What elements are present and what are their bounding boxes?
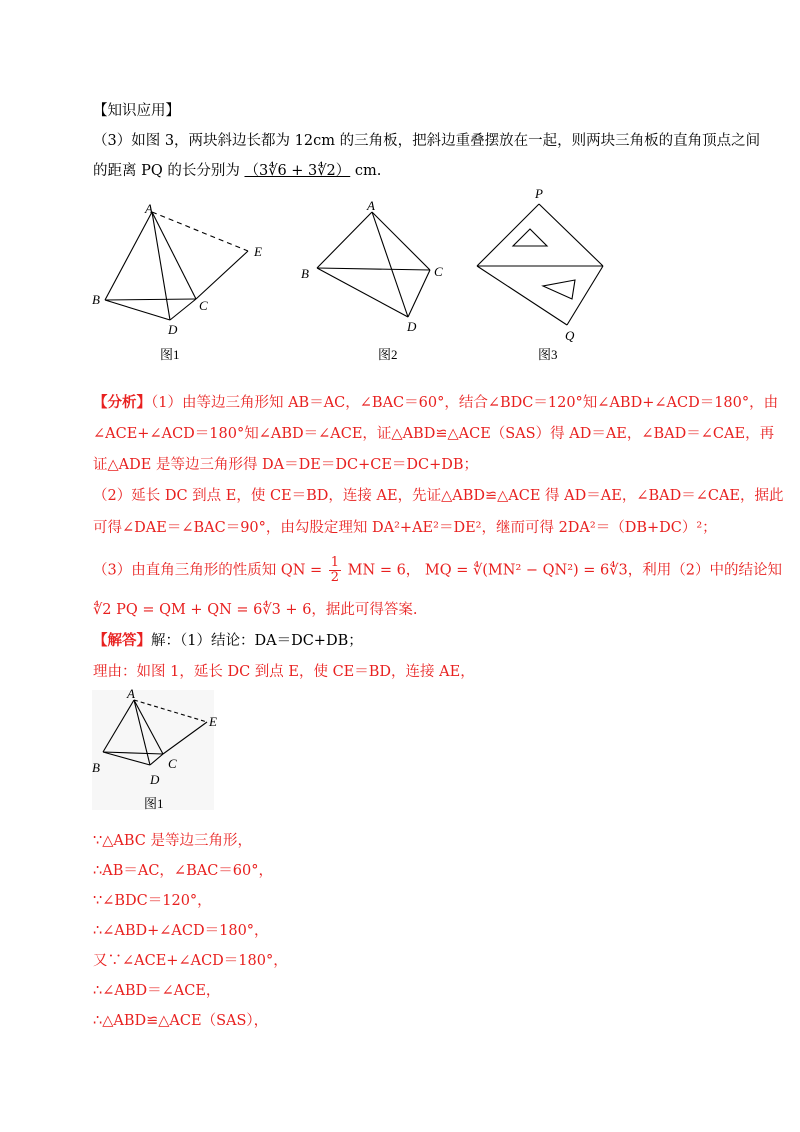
question-line-2-prefix: 的距离 PQ 的长分别为 — [93, 163, 245, 179]
solution-step-5: 又∵∠ACE+∠ACD＝180°， — [93, 953, 288, 969]
solution-step-4: ∴∠ABD+∠ACD＝180°， — [93, 923, 269, 939]
figure-1 — [88, 198, 278, 338]
solution-step-6: ∴∠ABD＝∠ACE， — [93, 983, 221, 999]
analysis-p3-line1 — [93, 556, 782, 585]
solution-step-2: ∴AB＝AC，∠BAC＝60°， — [93, 863, 273, 879]
analysis-text: （1）由等边三角形知 AB＝AC，∠BAC＝60°，结合∠BDC＝120°知∠ABD+∠ACD＝180°，由 — [151, 395, 779, 411]
label-b-2: B — [301, 266, 309, 281]
label-c-2: C — [434, 264, 443, 279]
section-heading: 【知识应用】 — [93, 103, 180, 119]
label-b-3: B — [92, 760, 100, 775]
analysis-p1-line1 — [93, 393, 778, 413]
fraction-one-half — [329, 556, 341, 585]
figure-3 — [468, 184, 613, 344]
figure-2-caption: 图2 — [378, 347, 398, 362]
label-d: D — [168, 322, 178, 337]
label-a-3: A — [127, 686, 135, 701]
question-line-2-suffix: cm. — [354, 163, 382, 179]
analysis-p3-mid: MN = 6， MQ = ∜(MN² − QN²) = 6∜3，利用（2）中的结论知 — [347, 562, 782, 579]
label-e-3: E — [209, 714, 217, 729]
fraction-denominator: 2 — [330, 570, 340, 585]
label-e: E — [254, 244, 262, 259]
analysis-p3-prefix: （3）由直角三角形的性质知 QN = — [93, 562, 323, 579]
label-q: Q — [565, 328, 575, 343]
analysis-p1-line2: ∠ACE+∠ACD＝180°知∠ABD＝∠ACE，证△ABD≌△ACE（SAS）得 AD＝AE，∠BAD＝∠CAE，再 — [93, 426, 775, 442]
figure-1-lower-caption: 图1 — [144, 796, 164, 811]
solution-line1 — [93, 631, 363, 651]
analysis-p3-line2: ∜2 PQ = QM + QN = 6∜3 + 6，据此可得答案. — [93, 602, 418, 618]
fraction-numerator: 1 — [330, 555, 340, 570]
label-p: P — [535, 186, 543, 201]
solution-line2: 理由：如图 1，延长 DC 到点 E，使 CE＝BD，连接 AE， — [93, 664, 475, 680]
figure-1-caption: 图1 — [160, 347, 180, 362]
label-d-2: D — [407, 319, 417, 334]
label-a-2: A — [367, 198, 375, 213]
figure-2 — [295, 196, 455, 336]
solution-step-3: ∵∠BDC＝120°， — [93, 893, 212, 909]
figure-3-caption: 图3 — [538, 347, 558, 362]
label-d-3: D — [150, 772, 160, 786]
figure-1-lower — [92, 686, 222, 786]
label-b: B — [92, 292, 100, 307]
solution-text: 解：（1）结论：DA＝DC+DB； — [151, 633, 363, 649]
label-c-3: C — [168, 756, 177, 771]
analysis-p2-line2: 可得∠DAE＝∠BAC＝90°，由勾股定理知 DA²+AE²＝DE²，继而可得 2DA²＝（DB+DC）²； — [93, 520, 717, 536]
label-c: C — [199, 298, 208, 313]
question-line-2 — [93, 161, 381, 181]
label-a: A — [145, 201, 153, 216]
analysis-tag: 【分析】 — [93, 394, 151, 411]
question-line-1: （3）如图 3，两块斜边长都为 12cm 的三角板，把斜边重叠摆放在一起，则两块三角板的直角顶点之间 — [93, 133, 761, 149]
analysis-p1-line3: 证△ADE 是等边三角形得 DA＝DE＝DC+CE＝DC+DB； — [93, 457, 479, 473]
analysis-p2-line1: （2）延长 DC 到点 E，使 CE＝BD，连接 AE，先证△ABD≌△ACE 得 AD＝AE，∠BAD＝∠CAE，据此 — [93, 488, 784, 504]
solution-step-1: ∵△ABC 是等边三角形， — [93, 833, 252, 849]
question-answer: （3∜6 + 3∜2） — [244, 163, 351, 179]
solution-step-7: ∴△ABD≌△ACE（SAS）， — [93, 1013, 269, 1029]
solution-tag: 【解答】 — [93, 632, 151, 649]
